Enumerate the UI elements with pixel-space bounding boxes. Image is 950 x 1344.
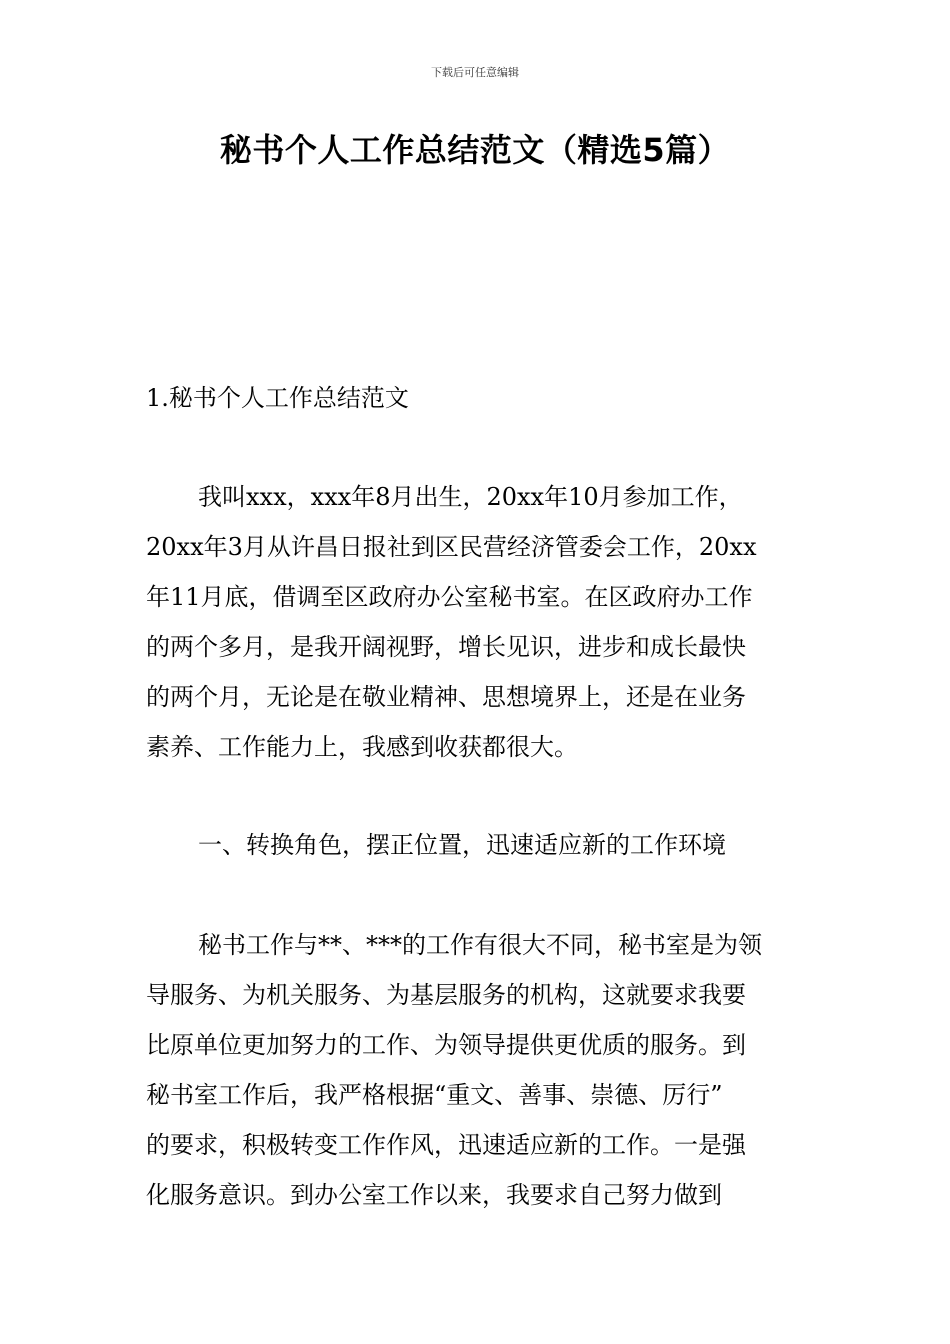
paragraph-role <box>146 920 816 1220</box>
paragraph-line: 的两个月，无论是在敬业精神、思想境界上，还是在业务 <box>146 683 746 711</box>
subheading-block <box>146 820 816 870</box>
paragraph-line: 20xx年3月从许昌日报社到区民营经济管委会工作，20xx <box>146 533 757 561</box>
paragraph-line: 化服务意识。到办公室工作以来，我要求自己努力做到 <box>146 1181 722 1209</box>
paragraph-line: 秘书室工作后，我严格根据“重文、善事、崇德、厉行” <box>146 1081 723 1109</box>
paragraph-line: 素养、工作能力上，我感到收获都很大。 <box>146 733 578 761</box>
header-note: 下载后可任意编辑 <box>431 66 519 79</box>
paragraph-line: 我叫xxx，xxx年8月出生，20xx年10月参加工作， <box>198 483 743 511</box>
section-heading: 1.秘书个人工作总结范文 <box>146 384 409 412</box>
paragraph-line: 比原单位更加努力的工作、为领导提供更优质的服务。到 <box>146 1031 746 1059</box>
paragraph-line: 秘书工作与**、***的工作有很大不同，秘书室是为领 <box>198 931 762 959</box>
paragraph-line: 年11月底，借调至区政府办公室秘书室。在区政府办工作 <box>146 583 753 611</box>
paragraph-line: 的要求，积极转变工作作风，迅速适应新的工作。一是强 <box>146 1131 746 1159</box>
paragraph-line: 的两个多月，是我开阔视野，增长见识，进步和成长最快 <box>146 633 746 661</box>
document-title: 秘书个人工作总结范文（精选5篇） <box>219 131 731 169</box>
paragraph-intro <box>146 472 816 772</box>
subheading: 一、转换角色，摆正位置，迅速适应新的工作环境 <box>198 831 726 859</box>
paragraph-line: 导服务、为机关服务、为基层服务的机构，这就要求我要 <box>146 981 746 1009</box>
